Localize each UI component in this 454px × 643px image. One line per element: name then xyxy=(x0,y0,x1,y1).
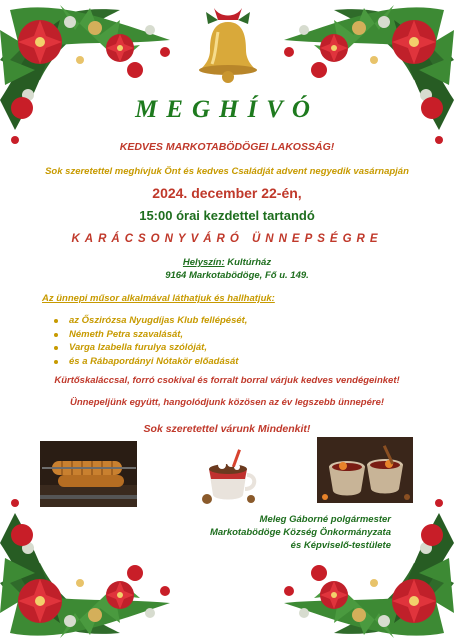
venue-name: Kultúrház xyxy=(227,257,272,268)
event-time: 15:00 órai kezdettel tartandó xyxy=(139,208,315,223)
event-date: 2024. december 22-én, xyxy=(152,185,302,201)
page-title: MEGHÍVÓ xyxy=(135,96,319,123)
bullet-icon xyxy=(54,346,58,350)
mulled-wine-photo xyxy=(317,437,413,503)
chimney-cake-photo xyxy=(40,441,137,507)
celebrate-text: Ünnepeljünk együtt, hangolódjunk közösen az év legszebb ünnepére! xyxy=(69,397,385,408)
bullet-icon xyxy=(54,360,58,364)
christmas-garland-icon xyxy=(0,0,190,150)
program-heading: Az ünnepi műsor alkalmával láthatjuk és hallhatjuk: xyxy=(42,293,275,304)
venue-address: 9164 Markotabödöge, Fő u. 149. xyxy=(165,270,309,281)
greeting: KEDVES MARKOTABÖDÖGEI LAKOSSÁG! xyxy=(119,141,335,153)
refreshments-text: Kürtőskaláccsal, forró csokival és forralt borral várjuk kedves vendégeinket! xyxy=(54,375,400,386)
list-item: és a Rábapordányi Nótakör előadását xyxy=(52,355,247,369)
golden-bell-icon xyxy=(194,4,262,86)
signature-line: Markotabödöge Község Önkormányzata xyxy=(209,527,391,538)
list-item: Varga Izabella furulya szólóját, xyxy=(52,341,247,355)
hot-chocolate-photo xyxy=(195,443,261,505)
venue-label: Helyszín: xyxy=(182,257,225,268)
christmas-garland-icon xyxy=(0,493,190,643)
program-list xyxy=(52,314,247,368)
bullet-icon xyxy=(54,319,58,323)
list-item: Németh Petra szavalását, xyxy=(52,328,247,342)
invitation-text: Sok szeretettel meghívjuk Önt és kedves Családját advent negyedik vasárnapján xyxy=(45,166,409,177)
bullet-icon xyxy=(54,333,58,337)
event-name: KARÁCSONYVÁRÓ ÜNNEPSÉGRE xyxy=(71,233,383,245)
christmas-garland-icon xyxy=(264,0,454,150)
signature-line: és Képviselő-testülete xyxy=(290,540,391,551)
list-item: az Őszirózsa Nyugdíjas Klub fellépését, xyxy=(52,314,247,328)
venue xyxy=(0,256,454,282)
welcome-text: Sok szeretettel várunk Mindenkit! xyxy=(143,423,311,435)
signature-line: Meleg Gáborné polgármester xyxy=(259,514,391,525)
signature xyxy=(210,513,391,552)
